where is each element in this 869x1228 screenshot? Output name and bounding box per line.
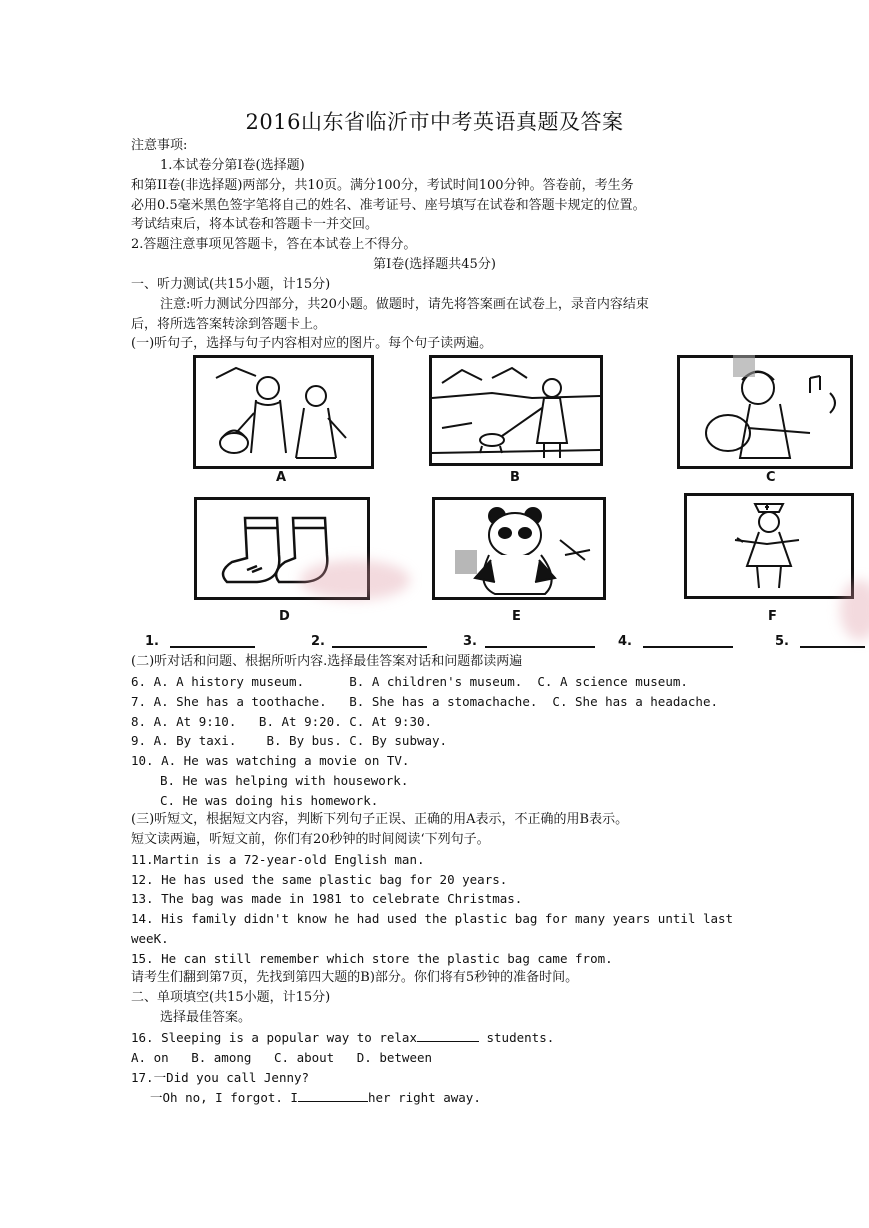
question-17-tail: her right away. xyxy=(367,1090,481,1105)
question-10-b: B. He was helping with housework. xyxy=(160,773,409,788)
note-1b: 和第II卷(非选择题)两部分，共10页。满分100分，考试时间100分钟。答卷前，考生务 xyxy=(131,178,634,193)
note-1c: 必用0.5毫米黑色签字笔将自己的姓名、准考证号、座号填写在试卷和答题卡规定的位置。 xyxy=(131,198,646,213)
answer-5-blank[interactable] xyxy=(800,646,865,648)
question-13: 13. The bag was made in 1981 to celebrate Christmas. xyxy=(131,891,523,906)
question-10-a: 10. A. He was watching a movie on TV. xyxy=(131,753,410,768)
scan-smudge xyxy=(840,580,869,640)
question-6: 6. A. A history museum. B. A children's museum. C. A science museum. xyxy=(131,674,688,689)
turn-page-note: 请考生们翻到第7页，先找到第四大题的B)部分。你们将有5秒钟的准备时间。 xyxy=(131,970,579,985)
answer-1-number: 1. xyxy=(145,634,159,649)
picture-c xyxy=(677,355,853,469)
answer-4-number: 4. xyxy=(618,634,632,649)
answer-3-blank[interactable] xyxy=(485,646,595,648)
section-2-title: (二)听对话和问题、根据所听内容.选择最佳答案对话和问题都读两遍 xyxy=(131,654,523,669)
girl-walking-dog-icon xyxy=(432,358,600,463)
answer-5-number: 5. xyxy=(775,634,789,649)
question-14-b: weeK. xyxy=(131,931,169,946)
question-16-blank[interactable] xyxy=(417,1028,479,1042)
scan-artifact xyxy=(455,550,477,574)
section-3-note: 短文读两遍，听短文前，你们有20秒钟的时间阅读‘下列句子。 xyxy=(131,832,490,847)
question-8: 8. A. At 9:10. B. At 9:20. C. At 9:30. xyxy=(131,714,433,729)
question-16-text: 16. Sleeping is a popular way to relax xyxy=(131,1030,417,1045)
page-title: 2016山东省临沂市中考英语真题及答案 xyxy=(245,110,624,134)
picture-c-label: C xyxy=(766,470,776,485)
answer-3-number: 3. xyxy=(463,634,477,649)
answer-2-number: 2. xyxy=(311,634,325,649)
question-16 xyxy=(131,1028,554,1047)
question-17-blank[interactable] xyxy=(298,1088,368,1102)
listening-note-a: 注意:听力测试分四部分，共20小题。做题时，请先将答案画在试卷上，录音内容结束 xyxy=(160,297,649,312)
question-10-c: C. He was doing his homework. xyxy=(160,793,379,808)
couple-with-basket-icon xyxy=(196,358,371,466)
nurse-icon xyxy=(687,496,851,596)
fill-instruction: 选择最佳答案。 xyxy=(160,1010,252,1025)
fill-heading: 二、单项填空(共15小题，计15分) xyxy=(131,990,331,1005)
question-12: 12. He has used the same plastic bag for 20 years. xyxy=(131,872,508,887)
picture-e-label: E xyxy=(512,609,521,624)
picture-a xyxy=(193,355,374,469)
panda-icon xyxy=(435,500,603,597)
notes-heading: 注意事项: xyxy=(131,138,188,153)
answer-1-blank[interactable] xyxy=(170,646,255,648)
question-15: 15. He can still remember which store the plastic bag came from. xyxy=(131,951,613,966)
question-7: 7. A. She has a toothache. B. She has a stomachache. C. She has a headache. xyxy=(131,694,718,709)
picture-b-label: B xyxy=(510,470,520,485)
picture-b xyxy=(429,355,603,466)
question-16-tail: students. xyxy=(478,1030,555,1045)
note-1d: 考试结束后，将本试卷和答题卡一并交回。 xyxy=(131,217,379,232)
section-3-title: (三)听短文，根据短文内容，判断下列句子正误、正确的用A表示，不正确的用B表示。 xyxy=(131,812,629,827)
question-17-a: 17.一Did you call Jenny? xyxy=(131,1070,310,1085)
question-16-options: A. on B. among C. about D. between xyxy=(131,1050,433,1065)
answer-4-blank[interactable] xyxy=(643,646,733,648)
picture-d-label: D xyxy=(279,609,290,624)
question-9: 9. A. By taxi. B. By bus. C. By subway. xyxy=(131,733,448,748)
picture-f xyxy=(684,493,854,599)
scan-smudge xyxy=(300,560,410,600)
question-14-a: 14. His family didn't know he had used the plastic bag for many years until last xyxy=(131,911,734,926)
picture-a-label: A xyxy=(276,470,287,485)
listening-note-b: 后，将所选答案转涂到答题卡上。 xyxy=(131,317,327,332)
section-1-title: (一)听句子，选择与句子内容相对应的图片。每个句子读两遍。 xyxy=(131,336,493,351)
boy-playing-guitar-icon xyxy=(680,358,850,466)
scan-artifact xyxy=(733,355,755,377)
question-11: 11.Martin is a 72-year-old English man. xyxy=(131,852,425,867)
question-17-b xyxy=(150,1088,481,1107)
note-1a: 1.本试卷分第Ⅰ卷(选择题) xyxy=(160,158,305,173)
note-2: 2.答题注意事项见答题卡，答在本试卷上不得分。 xyxy=(131,237,417,252)
listening-heading: 一、听力测试(共15小题，计15分) xyxy=(131,277,331,292)
part1-title: 第Ⅰ卷(选择题共45分) xyxy=(373,257,496,272)
picture-e xyxy=(432,497,606,600)
picture-f-label: F xyxy=(768,609,777,624)
question-17-text: 一Oh no, I forgot. I xyxy=(150,1090,298,1105)
answer-2-blank[interactable] xyxy=(332,646,427,648)
